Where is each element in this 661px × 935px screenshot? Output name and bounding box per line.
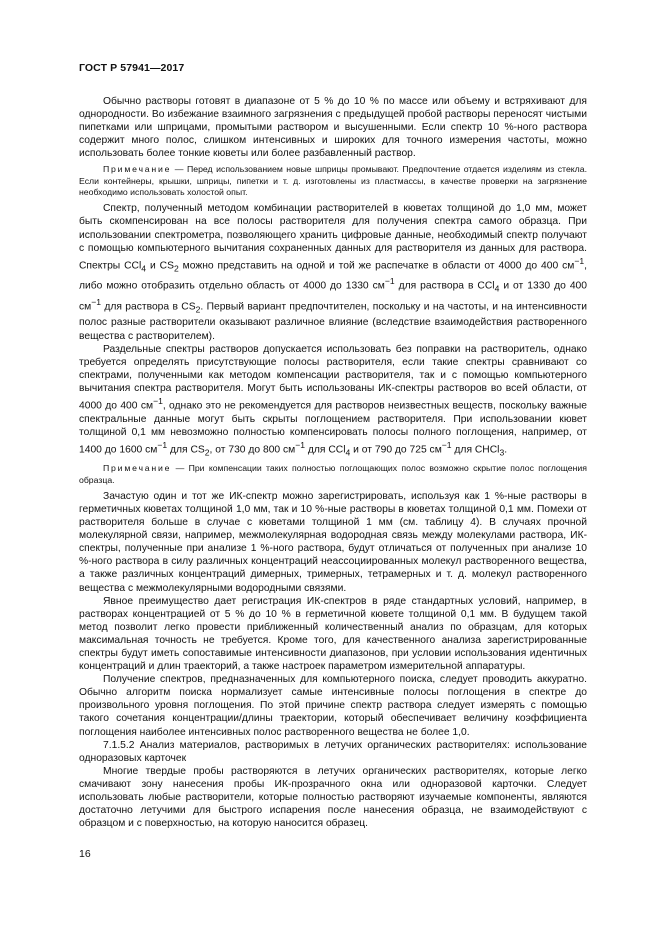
paragraph-separate-spectra: Раздельные спектры растворов допускается использовать без поправки на растворитель, однако требуется определять присутствующие полосы растворителя, если такие спектры сравнивают со спектрами, полученными как методом компенсации растворителя, так и с помощью компьютерного вычитания спектра растворителя. Могут быть использованы ИК-спектры растворов во всей области, от 4000 до 400 $см^{-1}$, однако это не рекомендуется для растворов неизвестных веществ, поскольку важные спектральные данные могут быть скрыты поглощением растворителя. При использовании кювет толщиной 0,1 мм невозможно полностью компенсировать полосы полного поглощения, например, от 1400 до 1600 $см^{-1}$ для $CS_2$, от 730 до 800 $см^{-1}$ для CCl$_4$ и от 790 до 725 $см^{-1}$ для CHCl$_3$. [79,343,587,458]
page-number: 16 [79,848,91,860]
document-body [79,95,587,830]
paragraph-concentration: Зачастую один и тот же ИК-спектр можно зарегистрировать, используя как 1 %-ные растворы в герметичных кюветах толщиной 1,0 мм, так и 10 %-ные растворы в кюветах толщиной 0,1 мм. Помехи от растворителя больше в случае с кюветами толщиной 1 мм (см. таблицу 4). В случаях прочной молекулярной связи, например, межмолекулярная водородная связь между молекулами раствора, ИК-спектры, полученные при анализе 1 %-ного раствора, будут отличаться от полученных при анализе 10 %-ного раствора в силу различных концентраций неассоциированных молекул растворенного вещества, а также различных концентраций димерных, тримерных, тетрамерных и т. д. молекул растворенного вещества с межмолекулярными водородными связями. [79,490,587,594]
note-label: Примечание [103,463,172,474]
paragraph-volatile-solvents: Многие твердые пробы растворяются в летучих органических растворителях, которые легко смачивают зону нанесения пробы ИК-прозрачного окна или одноразовой карточки. Следует использовать любые растворители, которые полностью растворяют изучаемые компоненты, являются достаточно летучими для быстрого испарения после нанесения образца, не взаимодействуют с образцом и с поверхностью, на которую наносится образец. [79,765,587,830]
note-syringes [79,164,587,198]
standard-header: ГОСТ Р 57941—2017 [79,62,185,74]
note-absorption-bands [79,463,587,486]
paragraph-solvent-compensation: Спектр, полученный методом комбинации растворителей в кюветах толщиной до 1,0 мм, может быть скомпенсирован на все полосы растворителя для получения спектра самого образца. При использовании спектрометра, позволяющего хранить цифровые данные, необходимый спектр получают с помощью компьютерного вычитания сохраненных данных для растворителя из данных для раствора. Спектры CCl$_4$ и $CS_2$ можно представить на одной и той же распечатке в области от 4000 до 400 $см^{-1}$, либо можно отобразить отдельно область от 4000 до 1330 $см^{-1}$ для раствора в CCl$_4$ и от 1330 до 400 $см^{-1}$ для раствора в $CS_2$. Первый вариант предпочтителен, поскольку и на частоты, и на интенсивности полос разные растворители оказывают различное влияние (вследствие взаимодействия растворенного вещества с растворителем). [79,203,587,342]
note-text: — Перед использованием новые шприцы промывают. Предпочтение отдается изделиям из стекла. Если контейнеры, крышки, шприцы, пипетки и т. д. изготовлены из пластмассы, в качестве проверки на загрязнение необходимо использовать холостой опыт. [79,164,587,198]
paragraph-standard-conditions: Явное преимущество дает регистрация ИК-спектров в ряде стандартных условий, например, в растворах концентрацией от 5 % до 10 % в герметичной кювете толщиной 0,1 мм. В будущем такой метод позволит легко провести приближенный количественный анализ по образцам, для которых максимальная точность не требуется. Кроме того, для качественного анализа зарегистрированные спектры будут иметь сопоставимые интенсивности диапазонов, при условии использования идентичных концентраций и длин траекторий, а также настроек параметром измерительной аппаратуры. [79,595,587,673]
section-heading-7-1-5-2: 7.1.5.2 Анализ материалов, растворимых в летучих органических растворителях: использование одноразовых карточек [79,739,587,764]
note-label: Примечание [103,164,172,175]
note-text: — При компенсации таких полностью поглощающих полос возможно скрытие полос поглощения образца. [79,463,587,485]
paragraph-solution-preparation: Обычно растворы готовят в диапазоне от 5 % до 10 % по массе или объему и встряхивают для однородности. Во избежание взаимного загрязнения с предыдущей пробой растворы переносят чистыми пипетками или шприцами, промытыми раствором и высушенными. Если спектр 10 %-ного раствора содержит много полос, слишком интенсивных и широких для точного измерения частоты, можно использовать более тонкие кюветы или более разбавленный раствор. [79,96,587,160]
paragraph-computer-search: Получение спектров, предназначенных для компьютерного поиска, следует проводить аккуратно. Обычно алгоритм поиска нормализует самые интенсивные полосы поглощения в спектре до произвольного уровня поглощения. По этой причине спектр раствора следует измерять с помощью такого сочетания концентрации/длины траектории, который обеспечивает величину коэффициента поглощения наиболее интенсивных полос растворенного вещества не более 1,0. [79,674,587,738]
